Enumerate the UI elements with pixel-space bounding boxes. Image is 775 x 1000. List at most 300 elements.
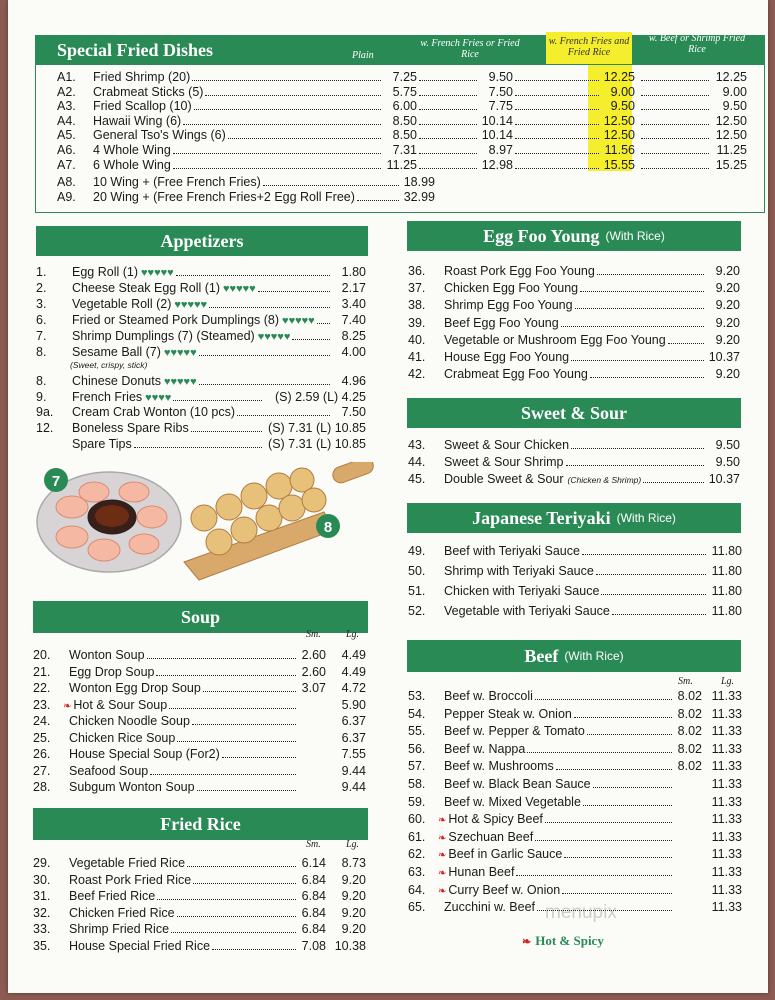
special-item-row bbox=[57, 70, 747, 86]
teriyaki-row bbox=[408, 564, 742, 580]
item-number: 57. bbox=[408, 759, 426, 774]
price-plain: 11.25 bbox=[386, 157, 417, 172]
item-number: 37. bbox=[408, 281, 426, 296]
item-name: Beef Egg Foo Young bbox=[444, 315, 559, 330]
leader-dots bbox=[574, 717, 672, 718]
beef-row bbox=[408, 812, 742, 828]
item-number: 62. bbox=[408, 847, 426, 862]
price-fries-and-rice: 12.50 bbox=[603, 113, 635, 128]
item-price: (S) 2.59 (L) 4.25 bbox=[274, 390, 366, 404]
price-small: 2.60 bbox=[301, 648, 326, 662]
special-item-row bbox=[57, 114, 747, 130]
leader-dots bbox=[612, 614, 706, 615]
leader-dots bbox=[419, 138, 477, 139]
leader-dots bbox=[209, 307, 330, 308]
item-name: Boneless Spare Ribs bbox=[72, 421, 189, 435]
heart-rating: ♥♥♥♥♥ bbox=[163, 347, 197, 359]
hot-spicy-legend bbox=[522, 933, 604, 949]
egg-foo-young-row bbox=[408, 264, 740, 280]
item-number: A3. bbox=[57, 99, 76, 114]
leader-dots bbox=[641, 153, 709, 154]
section-title: Beef bbox=[524, 645, 559, 666]
item-price: 9.20 bbox=[715, 281, 740, 296]
appetizer-row bbox=[36, 405, 366, 421]
item-name: Chicken Egg Foo Young bbox=[444, 281, 579, 296]
item-name: 4 Whole Wing bbox=[93, 143, 171, 157]
leader-dots bbox=[203, 691, 296, 692]
leader-dots bbox=[641, 138, 709, 139]
price-large: 9.44 bbox=[341, 763, 366, 778]
item-price: 7.40 bbox=[341, 313, 366, 327]
leader-dots bbox=[593, 787, 672, 788]
item-name: Seafood Soup bbox=[69, 763, 149, 778]
price-large: 11.33 bbox=[711, 829, 742, 844]
item-name: Cheese Steak Egg Roll (1) bbox=[72, 281, 220, 295]
item-price: 11.80 bbox=[711, 584, 742, 598]
item-number: 26. bbox=[33, 747, 51, 761]
item-name: Pepper Steak w. Onion bbox=[444, 706, 572, 721]
section-title: Egg Foo Young bbox=[483, 225, 600, 246]
item-number: A6. bbox=[57, 143, 76, 157]
soup-col-lg: Lg. bbox=[346, 629, 360, 640]
price-small: 2.60 bbox=[301, 664, 326, 679]
price-large: 11.33 bbox=[711, 759, 742, 774]
item-number: 42. bbox=[408, 367, 426, 382]
item-number: 50. bbox=[408, 564, 426, 578]
fried-rice-row bbox=[33, 873, 366, 889]
price-large: 11.33 bbox=[711, 812, 742, 827]
item-name: Beef w. Mushrooms bbox=[444, 759, 554, 774]
price-small: 6.84 bbox=[301, 905, 326, 920]
leader-dots bbox=[317, 323, 330, 324]
special-item-row bbox=[57, 99, 747, 115]
beef-row bbox=[408, 777, 742, 793]
item-price: 3.40 bbox=[341, 297, 366, 311]
item-price: 11.80 bbox=[711, 544, 742, 558]
item-name: Wonton Soup bbox=[69, 648, 145, 662]
fried-rice-row bbox=[33, 889, 366, 905]
item-name: Chicken Noodle Soup bbox=[69, 714, 190, 728]
price-large: 6.37 bbox=[341, 730, 366, 745]
beef-row bbox=[408, 865, 742, 881]
item-name: Subgum Wonton Soup bbox=[69, 780, 195, 794]
leader-dots bbox=[183, 124, 381, 125]
price-beef-shrimp: 12.50 bbox=[715, 113, 747, 128]
heart-rating: ♥♥♥♥♥ bbox=[257, 331, 291, 343]
egg-foo-young-row bbox=[408, 333, 740, 349]
price-large: 11.33 bbox=[711, 706, 742, 721]
item-number: A8. bbox=[57, 175, 76, 189]
price-small: 8.02 bbox=[677, 741, 702, 756]
leader-dots bbox=[212, 949, 296, 950]
board-handle bbox=[331, 462, 376, 485]
item-number: 33. bbox=[33, 922, 51, 936]
leader-dots bbox=[535, 840, 672, 841]
item-name: Hunan Beef bbox=[448, 865, 515, 879]
leader-dots bbox=[156, 675, 296, 676]
price-large: 9.20 bbox=[341, 905, 366, 920]
egg-foo-young-row bbox=[408, 298, 740, 314]
section-title: Fried Rice bbox=[160, 813, 241, 834]
price-fries-or-rice: 7.75 bbox=[488, 99, 513, 114]
leader-dots bbox=[566, 465, 705, 466]
leader-dots bbox=[147, 658, 296, 659]
item-number: 58. bbox=[408, 777, 426, 791]
item-price: 9.20 bbox=[715, 298, 740, 313]
item-name: 6 Whole Wing bbox=[93, 157, 171, 172]
teriyaki-row bbox=[408, 604, 742, 620]
item-number: 20. bbox=[33, 648, 51, 662]
price-small: 3.07 bbox=[301, 681, 326, 695]
leader-dots bbox=[515, 138, 599, 139]
item-name: Fried Scallop (10) bbox=[93, 99, 192, 114]
item-price: 18.99 bbox=[403, 175, 435, 189]
item-number: A2. bbox=[57, 84, 76, 99]
heart-rating: ♥♥♥♥♥ bbox=[282, 315, 315, 327]
item-name: 20 Wing + (Free French Fries+2 Egg Roll Free) bbox=[93, 189, 355, 204]
item-number: 59. bbox=[408, 794, 426, 809]
item-name: French Fries bbox=[72, 390, 143, 404]
item-number: 55. bbox=[408, 724, 426, 739]
item-price: (S) 7.31 (L) 10.85 bbox=[268, 437, 366, 451]
chili-icon: ❧ bbox=[438, 868, 447, 879]
beef-row bbox=[408, 830, 742, 846]
item-name: Spare Tips bbox=[72, 437, 132, 451]
price-large: 9.20 bbox=[341, 889, 366, 903]
item-name: Beef w. Mixed Vegetable bbox=[444, 794, 581, 809]
leader-dots bbox=[194, 109, 381, 110]
price-large: 11.33 bbox=[711, 777, 742, 791]
leader-dots bbox=[177, 916, 296, 917]
leader-dots bbox=[258, 291, 330, 292]
price-large: 9.44 bbox=[341, 780, 366, 794]
item-number: 52. bbox=[408, 604, 426, 618]
item-price: 9.20 bbox=[715, 367, 740, 382]
appetizer-row bbox=[36, 265, 366, 281]
price-large: 6.37 bbox=[341, 714, 366, 728]
price-fries-and-rice: 15.55 bbox=[603, 157, 635, 172]
item-name: Sweet & Sour Chicken bbox=[444, 438, 570, 452]
item-name: Vegetable Roll (2) bbox=[72, 297, 172, 311]
price-plain: 6.00 bbox=[392, 99, 417, 114]
item-name: Chicken Fried Rice bbox=[69, 905, 175, 920]
price-large: 10.38 bbox=[334, 938, 366, 953]
section-title: Sweet & Sour bbox=[521, 402, 627, 423]
heart-rating: ♥♥♥♥ bbox=[145, 392, 172, 404]
item-name: Chicken Rice Soup bbox=[69, 730, 176, 745]
col-fries-and-rice-label: w. French Fries and Fried Rice bbox=[546, 32, 632, 64]
price-large: 11.33 bbox=[711, 689, 742, 703]
item-name: Wonton Egg Drop Soup bbox=[69, 681, 201, 695]
wing-item-row bbox=[57, 175, 435, 191]
item-number: 30. bbox=[33, 872, 51, 887]
item-number: 31. bbox=[33, 889, 51, 903]
egg-foo-young-row bbox=[408, 281, 740, 297]
chili-icon: ❧ bbox=[438, 832, 447, 844]
price-fries-or-rice: 12.98 bbox=[481, 157, 513, 172]
egg-foo-young-row bbox=[408, 316, 740, 332]
leader-dots bbox=[641, 80, 709, 81]
beef-col-lg: Lg. bbox=[721, 676, 735, 687]
price-small: 6.84 bbox=[301, 889, 326, 903]
teriyaki-row bbox=[408, 584, 742, 600]
leader-dots bbox=[515, 168, 599, 169]
special-item-row bbox=[57, 85, 747, 101]
price-large: 11.33 bbox=[711, 794, 742, 809]
soup-row bbox=[33, 714, 366, 730]
leader-dots bbox=[545, 822, 672, 823]
price-fries-and-rice: 9.00 bbox=[610, 84, 635, 99]
soup-row bbox=[33, 681, 366, 697]
egg-foo-young-row bbox=[408, 367, 740, 383]
price-small: 7.08 bbox=[301, 938, 326, 953]
leader-dots bbox=[597, 274, 704, 275]
beef-row bbox=[408, 707, 742, 723]
price-small: 6.84 bbox=[301, 872, 326, 887]
leader-dots bbox=[157, 899, 296, 900]
leader-dots bbox=[177, 741, 296, 742]
beef-row bbox=[408, 724, 742, 740]
legend-label: Hot & Spicy bbox=[535, 933, 604, 948]
item-price: 4.00 bbox=[341, 345, 366, 359]
price-large: 11.33 bbox=[711, 847, 742, 862]
leader-dots bbox=[169, 708, 296, 709]
section-title: Special Fried Dishes bbox=[57, 39, 213, 60]
leader-dots bbox=[601, 594, 706, 595]
leader-dots bbox=[173, 168, 381, 169]
leader-dots bbox=[187, 866, 296, 867]
appetizer-row bbox=[36, 281, 366, 297]
item-name: Chicken with Teriyaki Sauce bbox=[444, 584, 600, 598]
leader-dots bbox=[571, 360, 704, 361]
leader-dots bbox=[641, 168, 709, 169]
price-large: 11.33 bbox=[711, 900, 742, 915]
item-number: 65. bbox=[408, 900, 426, 915]
soup-row bbox=[33, 648, 366, 664]
leader-dots bbox=[197, 790, 296, 791]
item-number: 35. bbox=[33, 938, 51, 953]
item-name: Hot & Spicy Beef bbox=[448, 812, 543, 827]
price-plain: 5.75 bbox=[392, 84, 417, 99]
leader-dots bbox=[192, 80, 381, 81]
price-beef-shrimp: 9.50 bbox=[722, 99, 747, 114]
sweet-sour-row bbox=[408, 472, 740, 488]
item-number: A1. bbox=[57, 70, 76, 84]
item-number: A4. bbox=[57, 113, 76, 128]
item-name: Beef with Teriyaki Sauce bbox=[444, 544, 580, 558]
leader-dots bbox=[193, 883, 296, 884]
price-fries-or-rice: 9.50 bbox=[488, 70, 513, 84]
leader-dots bbox=[419, 168, 477, 169]
badge-8-label: 8 bbox=[323, 519, 333, 536]
leader-dots bbox=[228, 138, 381, 139]
leader-dots bbox=[222, 757, 296, 758]
item-number: 53. bbox=[408, 689, 426, 703]
item-number: 56. bbox=[408, 741, 426, 756]
section-title: Soup bbox=[180, 606, 221, 627]
item-number: 41. bbox=[408, 350, 426, 364]
item-name: Shrimp Dumplings (7) (Steamed) bbox=[72, 329, 255, 343]
beef-row bbox=[408, 759, 742, 775]
appetizer-row bbox=[36, 313, 366, 329]
price-small: 8.02 bbox=[677, 706, 702, 721]
leader-dots bbox=[173, 400, 262, 401]
item-number: 32. bbox=[33, 905, 51, 920]
item-number: 1. bbox=[36, 265, 47, 279]
item-number: 39. bbox=[408, 315, 426, 330]
sweet-sour-header bbox=[407, 398, 741, 428]
item-name: Roast Pork Fried Rice bbox=[69, 872, 192, 887]
section-title: Japanese Teriyaki bbox=[472, 507, 611, 528]
leader-dots bbox=[641, 109, 709, 110]
price-beef-shrimp: 12.25 bbox=[715, 70, 747, 84]
watermark: menupix bbox=[545, 902, 617, 923]
special-item-row bbox=[57, 143, 747, 159]
item-number: 3. bbox=[36, 297, 47, 311]
col-fries-or-rice-label: w. French Fries or Fried Rice bbox=[420, 38, 520, 60]
leader-dots bbox=[515, 124, 599, 125]
item-number: 25. bbox=[33, 730, 51, 745]
chili-icon: ❧ bbox=[438, 885, 447, 897]
egg-foo-young-header bbox=[407, 221, 741, 251]
soup-row bbox=[33, 665, 366, 681]
item-price: 7.50 bbox=[341, 405, 366, 419]
appetizer-row bbox=[36, 437, 366, 453]
leader-dots bbox=[556, 769, 672, 770]
price-fries-or-rice: 7.50 bbox=[488, 84, 513, 99]
item-number: 9a. bbox=[36, 405, 54, 419]
item-name: Beef w. Broccoli bbox=[444, 689, 533, 703]
item-name: Shrimp with Teriyaki Sauce bbox=[444, 564, 594, 578]
item-name: Double Sweet & Sour bbox=[444, 472, 564, 486]
item-name: Vegetable Fried Rice bbox=[69, 856, 186, 870]
price-fries-and-rice: 12.50 bbox=[603, 128, 635, 143]
price-fries-or-rice: 8.97 bbox=[488, 143, 513, 157]
item-name: House Special Fried Rice bbox=[69, 938, 211, 953]
leader-dots bbox=[641, 95, 709, 96]
item-number: 28. bbox=[33, 780, 51, 794]
beef-row bbox=[408, 883, 742, 899]
leader-dots bbox=[596, 574, 706, 575]
leader-dots bbox=[641, 124, 709, 125]
fried-rice-row bbox=[33, 922, 366, 938]
price-beef-shrimp: 9.00 bbox=[722, 84, 747, 99]
leader-dots bbox=[237, 415, 330, 416]
leader-dots bbox=[515, 95, 599, 96]
item-name: Crabmeat Sticks (5) bbox=[93, 84, 204, 99]
item-price: 11.80 bbox=[711, 564, 742, 578]
soup-row bbox=[33, 780, 366, 796]
item-name: Szechuan Beef bbox=[448, 829, 534, 844]
price-beef-shrimp: 12.50 bbox=[715, 128, 747, 143]
item-number: A5. bbox=[57, 128, 76, 143]
item-price: 11.80 bbox=[711, 604, 742, 618]
leader-dots bbox=[171, 932, 296, 933]
fried-rice-row bbox=[33, 856, 366, 872]
appetizer-row bbox=[36, 329, 366, 345]
beef-col-sm: Sm. bbox=[678, 676, 693, 687]
teriyaki-header bbox=[407, 503, 741, 533]
heart-rating: ♥♥♥♥♥ bbox=[223, 283, 256, 295]
item-number: A9. bbox=[57, 189, 76, 204]
heart-rating: ♥♥♥♥♥ bbox=[141, 267, 174, 279]
item-price: (S) 7.31 (L) 10.85 bbox=[268, 421, 366, 435]
item-number: 22. bbox=[33, 681, 51, 695]
leader-dots bbox=[527, 752, 672, 753]
sauce bbox=[95, 505, 129, 527]
rice-col-lg: Lg. bbox=[346, 839, 360, 850]
leader-dots bbox=[263, 185, 399, 186]
item-number: 61. bbox=[408, 829, 426, 844]
beef-header bbox=[407, 640, 741, 672]
item-name: Beef w. Pepper & Tomato bbox=[444, 724, 585, 739]
price-small: 8.02 bbox=[677, 759, 702, 774]
price-small: 6.84 bbox=[301, 922, 326, 936]
item-price: 9.50 bbox=[715, 455, 740, 469]
badge-7-label: 7 bbox=[51, 473, 61, 490]
wing-item-row bbox=[57, 190, 435, 206]
item-name: 10 Wing + (Free French Fries) bbox=[93, 175, 261, 189]
price-small: 8.02 bbox=[677, 724, 702, 739]
beef-row bbox=[408, 742, 742, 758]
item-price: 1.80 bbox=[341, 265, 366, 279]
price-small: 8.02 bbox=[677, 689, 702, 703]
leader-dots bbox=[580, 291, 704, 292]
leader-dots bbox=[515, 153, 599, 154]
chili-icon: ❧ bbox=[63, 700, 72, 712]
price-large: 7.55 bbox=[341, 747, 366, 761]
price-fries-and-rice: 12.25 bbox=[603, 70, 635, 84]
leader-dots bbox=[199, 384, 330, 385]
item-number: 43. bbox=[408, 438, 426, 452]
item-price: 10.37 bbox=[708, 350, 740, 364]
leader-dots bbox=[583, 805, 672, 806]
fried-rice-row bbox=[33, 906, 366, 922]
leader-dots bbox=[561, 326, 704, 327]
leader-dots bbox=[571, 448, 704, 449]
appetizer-row bbox=[36, 421, 366, 437]
item-number: 29. bbox=[33, 856, 51, 870]
item-number: 7. bbox=[36, 329, 47, 343]
item-name: Beef Fried Rice bbox=[69, 889, 156, 903]
leader-dots bbox=[564, 857, 672, 858]
leader-dots bbox=[292, 339, 330, 340]
item-number: 21. bbox=[33, 664, 51, 679]
item-name: Fried or Steamed Pork Dumplings (8) bbox=[72, 313, 280, 327]
leader-dots bbox=[590, 377, 704, 378]
item-price: 4.96 bbox=[341, 374, 366, 388]
price-plain: 7.25 bbox=[392, 70, 417, 84]
rice-col-sm: Sm. bbox=[306, 839, 321, 850]
item-number: 8. bbox=[36, 374, 47, 388]
soup-row bbox=[33, 731, 366, 747]
leader-dots bbox=[419, 124, 477, 125]
leader-dots bbox=[668, 343, 704, 344]
item-number: A7. bbox=[57, 157, 76, 172]
teriyaki-row bbox=[408, 544, 742, 560]
price-large: 11.33 bbox=[711, 865, 742, 879]
price-large: 4.49 bbox=[341, 648, 366, 662]
item-name: Curry Beef w. Onion bbox=[448, 882, 561, 897]
appetizer-row bbox=[36, 374, 366, 390]
soup-row bbox=[33, 764, 366, 780]
leader-dots bbox=[419, 95, 477, 96]
special-item-row bbox=[57, 158, 747, 174]
leader-dots bbox=[562, 893, 672, 894]
leader-dots bbox=[515, 80, 599, 81]
item-price: 9.20 bbox=[715, 332, 740, 347]
fried-rice-header bbox=[33, 808, 368, 840]
